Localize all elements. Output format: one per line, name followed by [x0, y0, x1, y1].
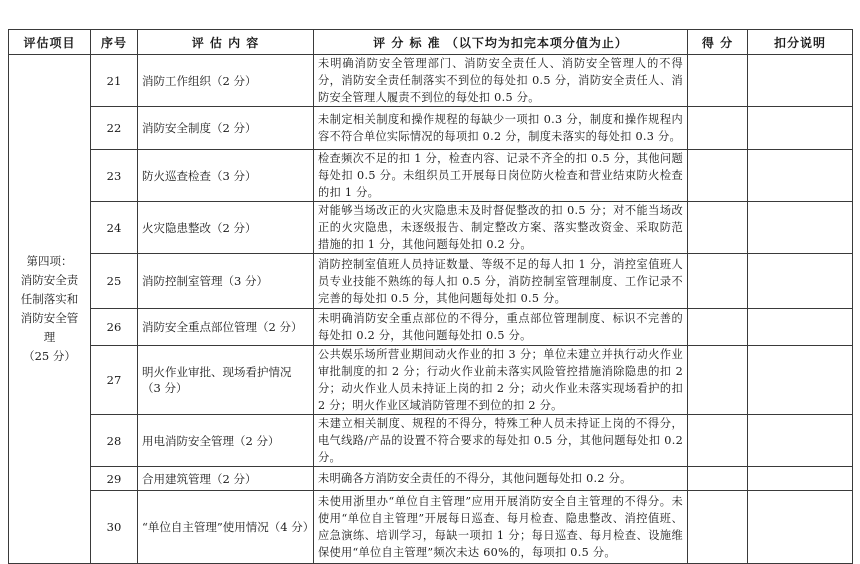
- score-cell[interactable]: [688, 309, 748, 346]
- row-standard: 检查频次不足的扣 1 分，检查内容、记录不齐全的扣 0.5 分，其他问题每处扣 0.5 分。未组织员工开展每日岗位防火检查和营业结束防火检查的扣 1 分。: [314, 150, 688, 202]
- row-number: 23: [91, 150, 138, 202]
- header-content: 评 估 内 容: [138, 30, 314, 55]
- row-number: 25: [91, 254, 138, 309]
- row-number: 29: [91, 467, 138, 491]
- row-number: 24: [91, 202, 138, 254]
- deduction-note-cell[interactable]: [748, 254, 853, 309]
- score-cell[interactable]: [688, 150, 748, 202]
- header-standard: 评 分 标 准 （以下均为扣完本项分值为止）: [314, 30, 688, 55]
- row-standard: 公共娱乐场所营业期间动火作业的扣 3 分；单位未建立并执行动火作业审批制度的扣 2 分；行动火作业前未落实风险管控措施消除隐患的扣 2 分；动火作业人员未持证上岗的扣 2 分；动火作业未落实现场看护的扣 2 分；明火作业区域消防管理不到位的扣 2 分。: [314, 346, 688, 415]
- table-row: [9, 202, 853, 254]
- row-number: 27: [91, 346, 138, 415]
- table-row: [9, 467, 853, 491]
- deduction-note-cell[interactable]: [748, 107, 853, 150]
- row-standard: 未明确各方消防安全责任的不得分，其他问题每处扣 0.2 分。: [314, 467, 688, 491]
- deduction-note-cell[interactable]: [748, 491, 853, 564]
- row-content: 明火作业审批、现场看护情况（3 分）: [138, 346, 314, 415]
- row-content: 防火巡查检查（3 分）: [138, 150, 314, 202]
- deduction-note-cell[interactable]: [748, 467, 853, 491]
- score-cell[interactable]: [688, 467, 748, 491]
- deduction-note-cell[interactable]: [748, 346, 853, 415]
- header-score: 得 分: [688, 30, 748, 55]
- deduction-note-cell[interactable]: [748, 55, 853, 107]
- row-number: 21: [91, 55, 138, 107]
- row-standard: 未制定相关制度和操作规程的每缺少一项扣 0.3 分，制度和操作规程内容不符合单位实际情况的每项扣 0.2 分，制度未落实的每处扣 0.3 分。: [314, 107, 688, 150]
- score-cell[interactable]: [688, 107, 748, 150]
- table-row: [9, 415, 853, 467]
- row-number: 28: [91, 415, 138, 467]
- row-number: 30: [91, 491, 138, 564]
- score-cell[interactable]: [688, 346, 748, 415]
- deduction-note-cell[interactable]: [748, 309, 853, 346]
- row-content: “单位自主管理”使用情况（4 分）: [138, 491, 314, 564]
- table-row: [9, 309, 853, 346]
- category-cell: [9, 55, 91, 564]
- row-standard: 未建立相关制度、规程的不得分，特殊工种人员未持证上岗的不得分，电气线路/产品的设置不符合要求的每处扣 0.5 分，其他问题每处扣 0.2 分。: [314, 415, 688, 467]
- row-standard: 消防控制室值班人员持证数量、等级不足的每人扣 1 分，消控室值班人员专业技能不熟练的每人扣 0.5 分，消防控制室管理制度、工作记录不完善的每处扣 0.5 分，其他问题每处扣 0.5 分。: [314, 254, 688, 309]
- row-content: 消防工作组织（2 分）: [138, 55, 314, 107]
- table-row: [9, 254, 853, 309]
- deduction-note-cell[interactable]: [748, 415, 853, 467]
- row-number: 22: [91, 107, 138, 150]
- row-standard: 对能够当场改正的火灾隐患未及时督促整改的扣 0.5 分；对不能当场改正的火灾隐患，未逐级报告、制定整改方案、落实整改资金、采取防范措施的扣 1 分，其他问题每处扣 0.2 分。: [314, 202, 688, 254]
- score-cell[interactable]: [688, 415, 748, 467]
- deduction-note-cell[interactable]: [748, 202, 853, 254]
- row-content: 消防安全重点部位管理（2 分）: [138, 309, 314, 346]
- row-content: 火灾隐患整改（2 分）: [138, 202, 314, 254]
- evaluation-table: [8, 29, 853, 564]
- table-row: [9, 55, 853, 107]
- header-row: [9, 30, 853, 55]
- header-seq: 序号: [91, 30, 138, 55]
- score-cell[interactable]: [688, 202, 748, 254]
- score-cell[interactable]: [688, 55, 748, 107]
- header-deduction-note: 扣分说明: [748, 30, 853, 55]
- row-standard: 未明确消防安全重点部位的不得分，重点部位管理制度、标识不完善的每处扣 0.2 分，其他问题每处扣 0.5 分。: [314, 309, 688, 346]
- row-content: 合用建筑管理（2 分）: [138, 467, 314, 491]
- row-number: 26: [91, 309, 138, 346]
- row-content: 消防安全制度（2 分）: [138, 107, 314, 150]
- category-line: 消防安全管: [20, 311, 79, 325]
- row-standard: 未明确消防安全管理部门、消防安全责任人、消防安全管理人的不得分，消防安全责任制落实不到位的每处扣 0.5 分，消防安全责任人、消防安全管理人履责不到位的每处扣 0.5 分。: [314, 55, 688, 107]
- header-eval-item: 评估项目: [9, 30, 91, 55]
- category-line: 第四项：: [26, 254, 73, 268]
- deduction-note-cell[interactable]: [748, 150, 853, 202]
- category-line: （25 分）: [23, 349, 76, 363]
- score-cell[interactable]: [688, 491, 748, 564]
- table-row: [9, 150, 853, 202]
- row-standard: 未使用浙里办“单位自主管理”应用开展消防安全自主管理的不得分。未使用“单位自主管理”开展每日巡查、每月检查、隐患整改、消控值班、应急演练、培训学习，每缺一项扣 1 分；每日巡查、每月检查、设施维保使用“单位自主管理”频次未达 60%的，每项扣 0.5 分。: [314, 491, 688, 564]
- table-row: [9, 491, 853, 564]
- row-content: 消防控制室管理（3 分）: [138, 254, 314, 309]
- table-row: [9, 346, 853, 415]
- category-line: 消防安全责: [20, 273, 79, 287]
- table-row: [9, 107, 853, 150]
- score-cell[interactable]: [688, 254, 748, 309]
- category-line: 任制落实和: [20, 292, 79, 306]
- category-line: 理: [43, 330, 56, 344]
- row-content: 用电消防安全管理（2 分）: [138, 415, 314, 467]
